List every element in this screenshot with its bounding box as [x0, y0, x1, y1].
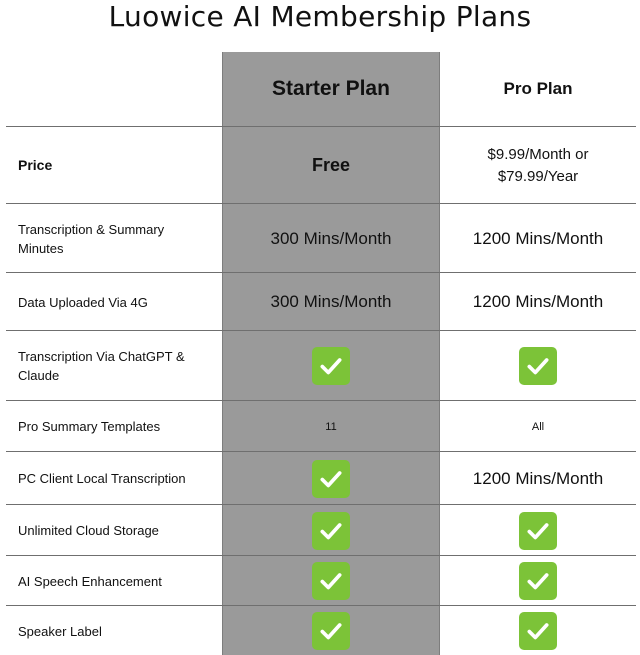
checkmark-icon [519, 612, 557, 650]
table-row [6, 504, 636, 555]
pro-price: $9.99/Month or $79.99/Year [487, 145, 589, 185]
header-row [6, 52, 636, 126]
row-label: PC Client Local Transcription [18, 471, 186, 486]
checkmark-icon [519, 347, 557, 385]
row-label: AI Speech Enhancement [18, 573, 162, 589]
pro-value [440, 452, 636, 505]
starter-value [222, 556, 440, 606]
pro-value [440, 505, 636, 556]
table-row [6, 605, 636, 655]
pro-value-text: 1200 Mins/Month [472, 468, 604, 488]
starter-value [222, 505, 440, 556]
table-row [6, 203, 636, 272]
starter-value [222, 204, 440, 273]
starter-value [222, 401, 440, 452]
pro-value [440, 556, 636, 606]
starter-value [222, 331, 440, 401]
starter-plan-header [222, 52, 440, 126]
pro-plan-header [440, 52, 636, 126]
checkmark-icon [312, 512, 350, 550]
page-title: Luowice AI Membership Plans [108, 0, 532, 33]
starter-value [222, 606, 440, 655]
checkmark-icon [312, 460, 350, 498]
pro-value [440, 606, 636, 655]
pro-value [440, 127, 636, 204]
pro-value [440, 204, 636, 273]
row-label: Pro Summary Templates [18, 419, 161, 434]
pro-value [440, 401, 636, 452]
pro-value-text: All [531, 420, 545, 433]
row-label: Price [18, 157, 53, 173]
checkmark-icon [312, 612, 350, 650]
starter-value [222, 273, 440, 331]
starter-value-text: 11 [325, 420, 337, 433]
checkmark-icon [519, 512, 557, 550]
table-row [6, 330, 636, 400]
row-label: Unlimited Cloud Storage [18, 523, 159, 538]
row-label: Speaker Label [18, 623, 102, 639]
starter-value-text: 300 Mins/Month [270, 228, 392, 248]
pro-value [440, 331, 636, 401]
checkmark-icon [312, 562, 350, 600]
row-label: Transcription Via ChatGPT & Claude [18, 349, 185, 383]
checkmark-icon [519, 562, 557, 600]
starter-value-text: 300 Mins/Month [270, 292, 392, 311]
pro-value-text: 1200 Mins/Month [472, 292, 604, 311]
starter-value [222, 127, 440, 204]
table-row [6, 555, 636, 605]
pro-plan-name: Pro Plan [503, 79, 573, 98]
checkmark-icon [312, 347, 350, 385]
starter-value [222, 452, 440, 505]
starter-plan-name: Starter Plan [272, 77, 390, 100]
pro-value-text: 1200 Mins/Month [472, 228, 604, 248]
table-row [6, 400, 636, 451]
table-row-price [6, 126, 636, 203]
starter-price: Free [311, 155, 351, 175]
table-row [6, 272, 636, 330]
row-label: Data Uploaded Via 4G [18, 294, 148, 310]
table-row [6, 451, 636, 504]
pro-value [440, 273, 636, 331]
row-label: Transcription & Summary Minutes [18, 221, 165, 256]
